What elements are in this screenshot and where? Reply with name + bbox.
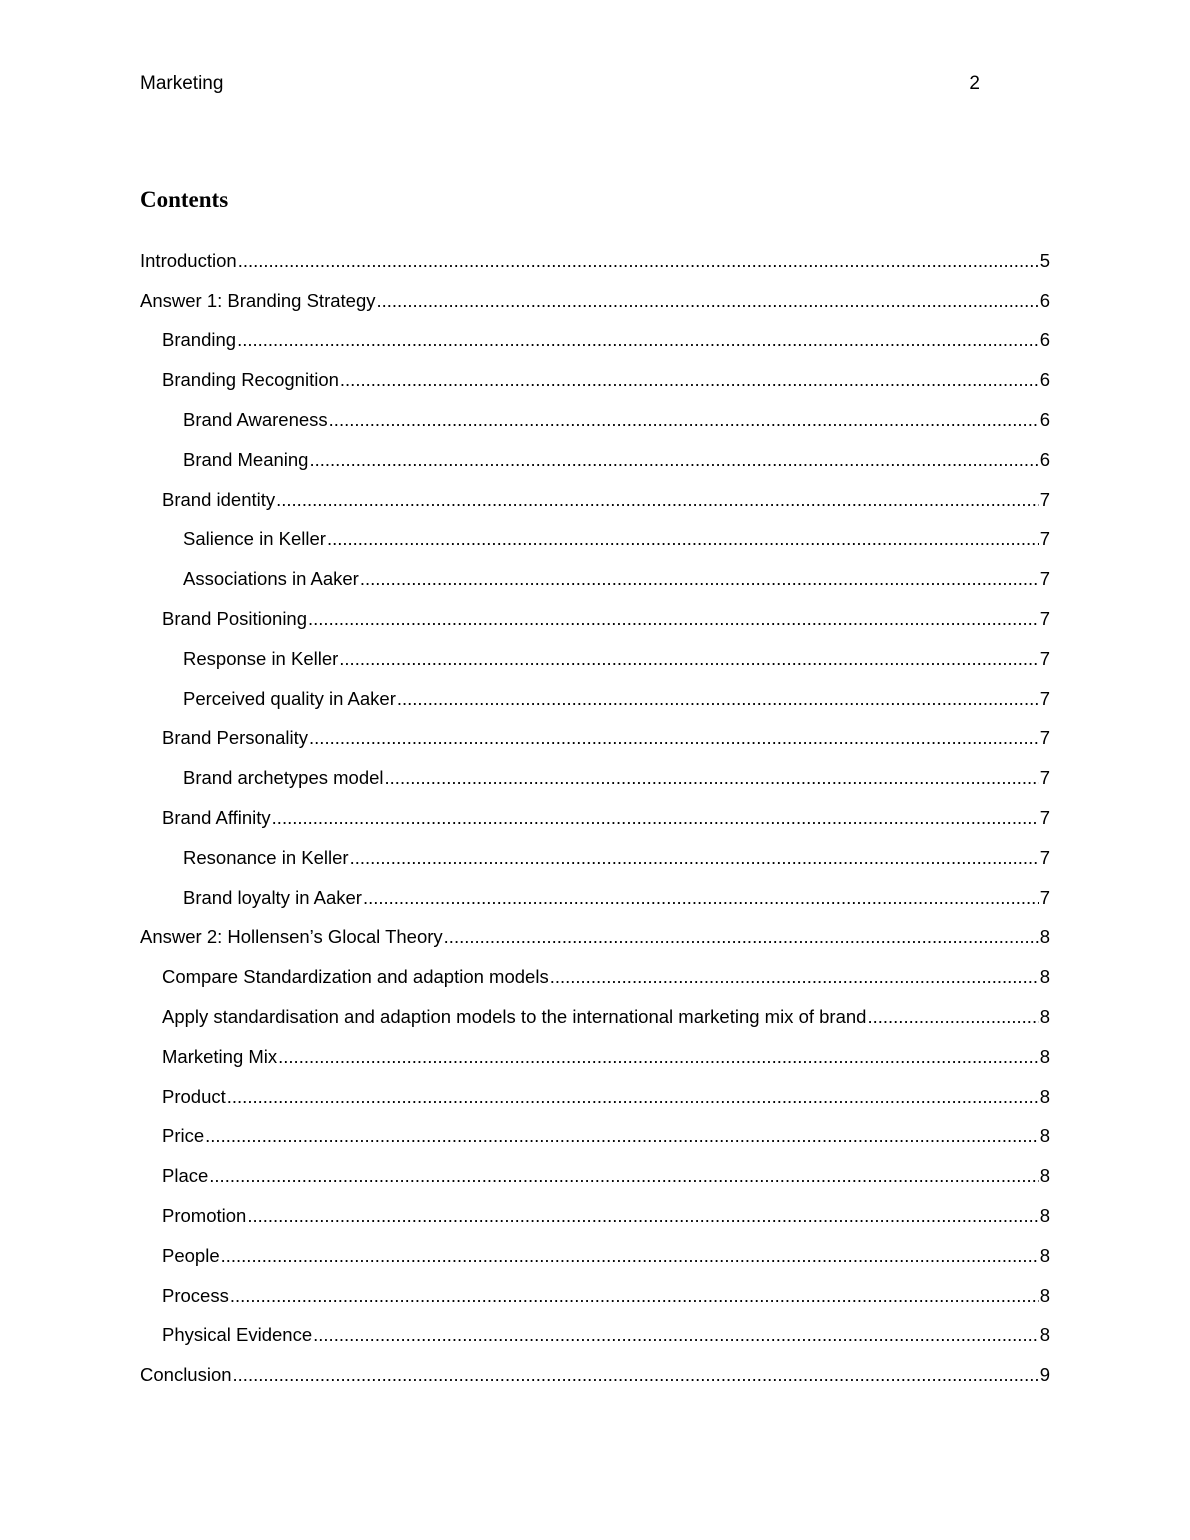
toc-dot-leader [272,807,1039,829]
toc-dot-leader [309,727,1039,749]
toc-dot-leader [397,688,1039,710]
toc-entry-title: Physical Evidence [162,1324,313,1346]
toc-dot-leader [308,608,1039,630]
toc-dot-leader [363,887,1039,909]
toc-dot-leader [233,1364,1039,1386]
toc-entry-title: Resonance in Keller [183,846,349,868]
toc-entry-page: 8 [1039,1045,1050,1067]
toc-dot-leader [276,489,1039,511]
toc-entry[interactable] [140,997,1050,1037]
toc-entry-page: 8 [1039,1125,1050,1147]
toc-entry-title: Apply standardisation and adaption models to the international marketing mix of brand [162,1006,867,1028]
toc-dot-leader [360,568,1039,590]
toc-entry-title: Brand Positioning [162,608,308,630]
toc-entry-title: Place [162,1165,209,1187]
toc-dot-leader [205,1125,1039,1147]
toc-entry-page: 7 [1039,528,1050,550]
toc-entry[interactable] [140,1316,1050,1356]
toc-entry-page: 8 [1039,1165,1050,1187]
toc-entry-page: 8 [1039,966,1050,988]
toc-entry-title: Brand Awareness [183,409,328,431]
toc-entry[interactable] [140,1276,1050,1316]
toc-entry-page: 8 [1039,926,1050,948]
toc-entry-page: 6 [1039,329,1050,351]
toc-entry-page: 8 [1039,1006,1050,1028]
toc-dot-leader [385,767,1039,789]
toc-entry-page: 8 [1039,1324,1050,1346]
toc-entry[interactable] [140,1077,1050,1117]
toc-entry-page: 7 [1039,687,1050,709]
toc-entry-page: 7 [1039,568,1050,590]
toc-entry-page: 7 [1039,846,1050,868]
toc-entry[interactable] [140,838,1050,878]
toc-entry-page: 7 [1039,727,1050,749]
toc-entry[interactable] [140,1196,1050,1236]
toc-entry[interactable] [140,281,1050,321]
toc-dot-leader [339,648,1038,670]
toc-entry[interactable] [140,719,1050,759]
toc-entry-title: Branding [162,329,237,351]
toc-entry-title: Perceived quality in Aaker [183,687,396,709]
toc-entry[interactable] [140,360,1050,400]
toc-entry[interactable] [140,400,1050,440]
toc-entry-title: Branding Recognition [162,369,339,391]
toc-entry-title: Process [162,1284,229,1306]
toc-entry-page: 9 [1039,1364,1050,1386]
toc-entry-page: 6 [1039,369,1050,391]
toc-entry[interactable] [140,1156,1050,1196]
toc-dot-leader [867,1006,1038,1028]
toc-entry[interactable] [140,440,1050,480]
toc-entry-page: 8 [1039,1244,1050,1266]
toc-entry-title: Conclusion [140,1364,232,1386]
toc-dot-leader [278,1046,1039,1068]
toc-entry-page: 8 [1039,1205,1050,1227]
toc-entry-title: Product [162,1085,226,1107]
toc-dot-leader [237,329,1039,351]
toc-entry-page: 5 [1039,249,1050,271]
toc-dot-leader [327,528,1039,550]
toc-entry[interactable] [140,798,1050,838]
toc-entry[interactable] [140,1037,1050,1077]
toc-entry[interactable] [140,480,1050,520]
toc-entry-title: Brand Personality [162,727,309,749]
toc-entry[interactable] [140,520,1050,560]
toc-dot-leader [247,1205,1038,1227]
toc-entry-title: Answer 2: Hollensen’s Glocal Theory [140,926,443,948]
toc-entry-title: Associations in Aaker [183,568,359,590]
toc-entry-title: Response in Keller [183,647,339,669]
toc-entry-title: Brand loyalty in Aaker [183,886,362,908]
toc-entry-title: Brand Affinity [162,807,271,829]
toc-entry[interactable] [140,878,1050,918]
toc-entry-page: 8 [1039,1284,1050,1306]
toc-dot-leader [227,1086,1039,1108]
toc-entry-title: Marketing Mix [162,1045,278,1067]
toc-entry-title: People [162,1244,220,1266]
toc-entry[interactable] [140,599,1050,639]
toc-entry-title: Introduction [140,249,237,271]
toc-entry[interactable] [140,321,1050,361]
toc-entry-page: 7 [1039,767,1050,789]
toc-dot-leader [377,290,1039,312]
toc-dot-leader [550,966,1039,988]
toc-dot-leader [309,449,1038,471]
toc-dot-leader [329,409,1039,431]
toc-dot-leader [350,847,1039,869]
toc-dot-leader [238,250,1039,272]
table-of-contents [140,241,1050,1395]
toc-entry-page: 6 [1039,448,1050,470]
toc-entry[interactable] [140,1355,1050,1395]
toc-entry[interactable] [140,559,1050,599]
toc-entry[interactable] [140,1117,1050,1157]
toc-entry-title: Answer 1: Branding Strategy [140,289,376,311]
toc-entry-title: Compare Standardization and adaption models [162,966,549,988]
toc-entry-title: Brand Meaning [183,448,309,470]
toc-entry-title: Brand archetypes model [183,767,384,789]
toc-entry-page: 7 [1039,488,1050,510]
toc-entry[interactable] [140,679,1050,719]
toc-dot-leader [444,926,1039,948]
toc-entry-page: 7 [1039,608,1050,630]
toc-entry-page: 7 [1039,886,1050,908]
running-head: Marketing [140,73,224,94]
toc-entry-page: 7 [1039,647,1050,669]
toc-entry-page: 7 [1039,807,1050,829]
toc-dot-leader [313,1324,1039,1346]
toc-entry-page: 6 [1039,409,1050,431]
toc-entry-title: Brand identity [162,488,276,510]
toc-entry-title: Promotion [162,1205,247,1227]
toc-entry-page: 6 [1039,289,1050,311]
toc-dot-leader [230,1285,1039,1307]
toc-entry[interactable] [140,918,1050,958]
toc-dot-leader [340,369,1039,391]
toc-entry-title: Salience in Keller [183,528,326,550]
toc-entry-page: 8 [1039,1085,1050,1107]
toc-entry[interactable] [140,1236,1050,1276]
toc-entry-title: Price [162,1125,205,1147]
toc-entry[interactable] [140,639,1050,679]
toc-entry[interactable] [140,957,1050,997]
toc-entry[interactable] [140,241,1050,281]
page-number: 2 [969,73,980,94]
toc-dot-leader [221,1245,1039,1267]
contents-heading: Contents [140,187,229,212]
toc-dot-leader [209,1165,1038,1187]
toc-entry[interactable] [140,758,1050,798]
